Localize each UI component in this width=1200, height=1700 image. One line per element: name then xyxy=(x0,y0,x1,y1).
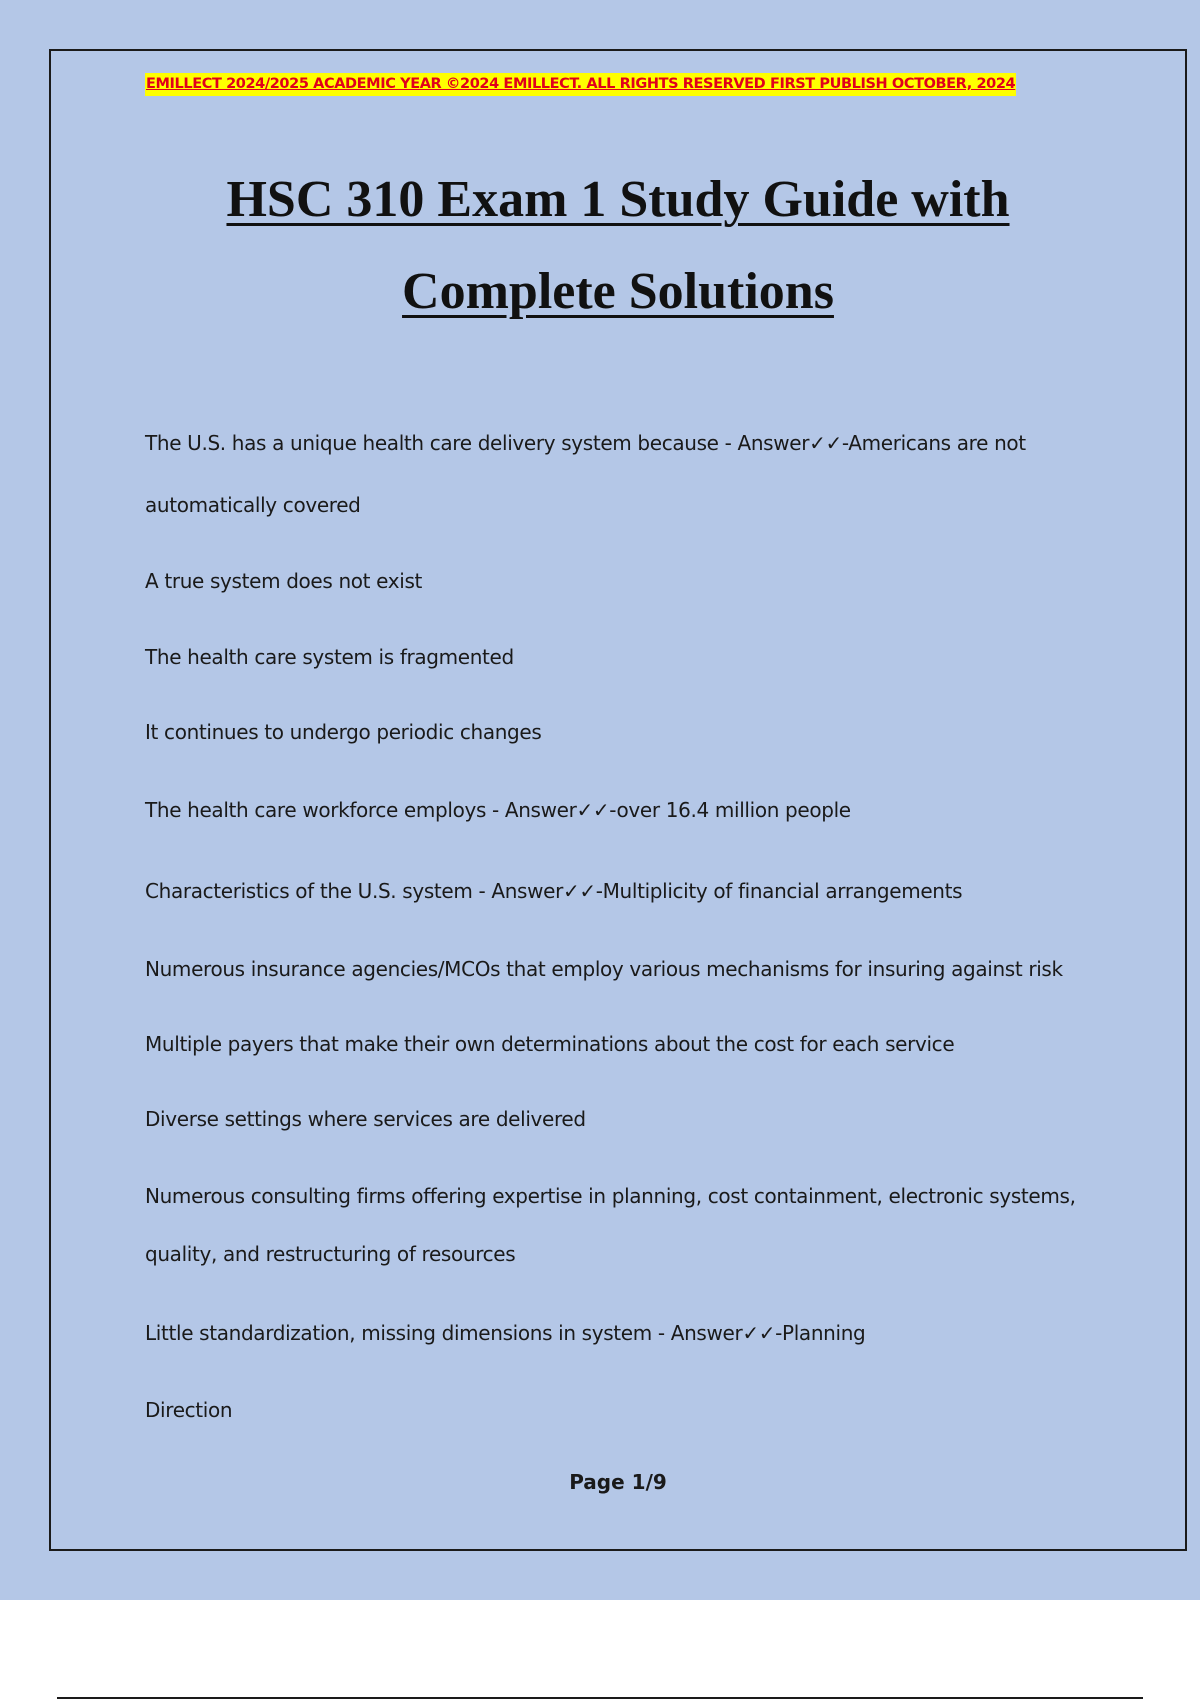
copyright-banner: EMILLECT 2024/2025 ACADEMIC YEAR ©2024 EMILLECT. ALL RIGHTS RESERVED FIRST PUBLISH OCTOBER, 2024 xyxy=(145,73,1016,96)
page-number: Page 1/9 xyxy=(569,1470,667,1494)
body-line: Diverse settings where services are delivered xyxy=(145,1107,586,1131)
document-title-line-2: Complete Solutions xyxy=(402,263,834,320)
body-line: automatically covered xyxy=(145,493,361,517)
body-line: Multiple payers that make their own determinations about the cost for each service xyxy=(145,1032,955,1056)
body-line: quality, and restructuring of resources xyxy=(145,1242,516,1266)
body-line: The health care workforce employs - Answer✓✓-over 16.4 million people xyxy=(145,798,851,822)
body-line: A true system does not exist xyxy=(145,569,423,593)
body-line: Numerous consulting firms offering expertise in planning, cost containment, electronic systems, xyxy=(145,1184,1076,1208)
body-line: The health care system is fragmented xyxy=(145,645,514,669)
body-line: Numerous insurance agencies/MCOs that employ various mechanisms for insuring against risk xyxy=(145,957,1063,981)
next-page-divider xyxy=(57,1697,1143,1699)
body-line: Little standardization, missing dimensions in system - Answer✓✓-Planning xyxy=(145,1321,866,1345)
body-line: The U.S. has a unique health care delivery system because - Answer✓✓-Americans are not xyxy=(145,431,1026,455)
body-line: Direction xyxy=(145,1398,233,1422)
body-line: Characteristics of the U.S. system - Answer✓✓-Multiplicity of financial arrangements xyxy=(145,879,963,903)
body-line: It continues to undergo periodic changes xyxy=(145,720,542,744)
document-title-line-1: HSC 310 Exam 1 Study Guide with xyxy=(226,171,1010,228)
